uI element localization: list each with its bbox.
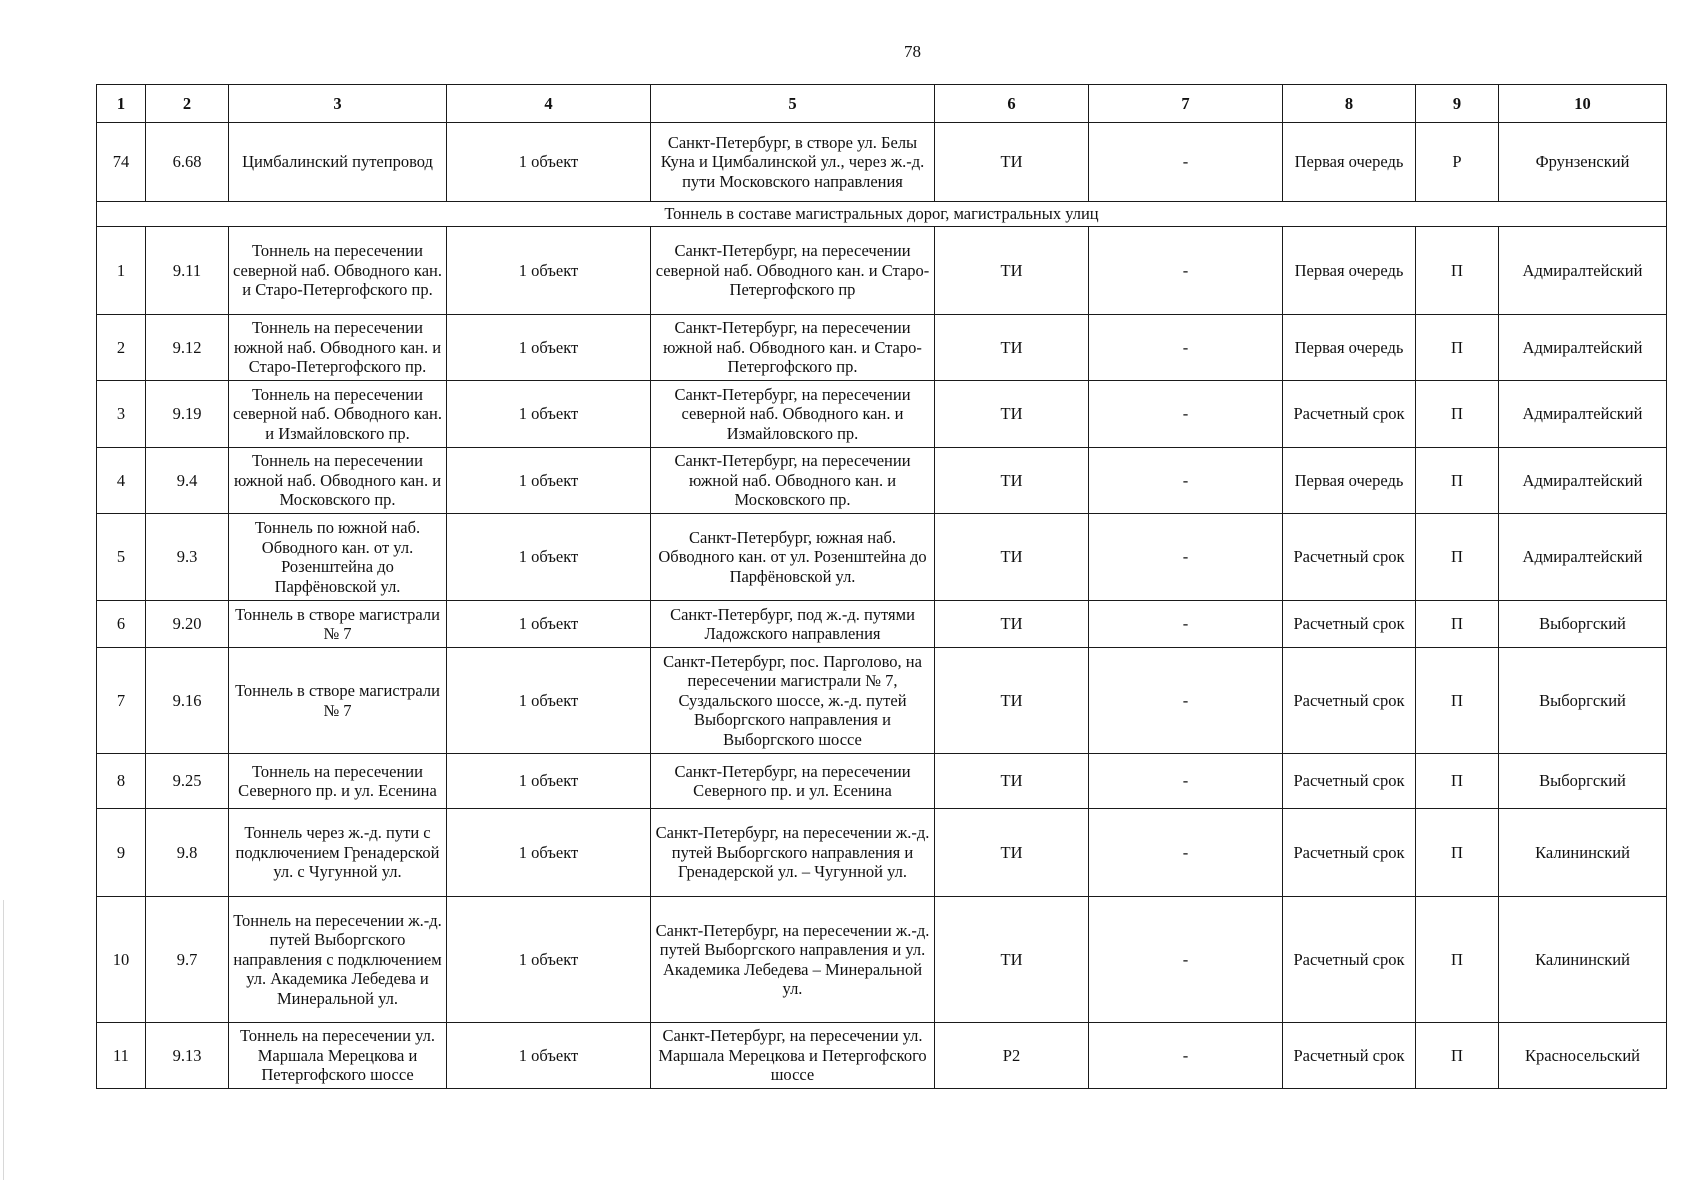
object-district: Выборгский (1499, 601, 1667, 648)
column-7-value: - (1089, 381, 1283, 448)
object-district: Калининский (1499, 897, 1667, 1023)
header-cell: 4 (447, 85, 651, 123)
object-code: 9.12 (146, 315, 229, 381)
object-location: Санкт-Петербург, на пересечении северной наб. Обводного кан. и Старо-Петергофского пр (651, 227, 935, 315)
row-number: 9 (97, 809, 146, 897)
object-type: ТИ (935, 315, 1089, 381)
object-type: ТИ (935, 648, 1089, 754)
header-cell: 8 (1283, 85, 1416, 123)
table-row (97, 897, 1667, 1023)
object-type: ТИ (935, 514, 1089, 601)
object-location: Санкт-Петербург, в створе ул. Белы Куна и Цимбалинской ул., через ж.-д. пути Московского направления (651, 123, 935, 202)
object-stage: Расчетный срок (1283, 754, 1416, 809)
header-cell: 10 (1499, 85, 1667, 123)
object-name: Тоннель в створе магистрали № 7 (229, 601, 447, 648)
object-location: Санкт-Петербург, южная наб. Обводного кан. от ул. Розенштейна до Парфёновской ул. (651, 514, 935, 601)
table-row (97, 809, 1667, 897)
object-stage: Расчетный срок (1283, 1023, 1416, 1089)
object-type: ТИ (935, 601, 1089, 648)
header-cell: 6 (935, 85, 1089, 123)
object-code: 9.20 (146, 601, 229, 648)
object-status: П (1416, 227, 1499, 315)
object-quantity: 1 объект (447, 1023, 651, 1089)
object-type: ТИ (935, 809, 1089, 897)
object-name: Тоннель на пересечении южной наб. Обводного кан. и Старо-Петергофского пр. (229, 315, 447, 381)
object-type: Р2 (935, 1023, 1089, 1089)
object-district: Красносельский (1499, 1023, 1667, 1089)
object-status: П (1416, 601, 1499, 648)
object-stage: Первая очередь (1283, 123, 1416, 202)
column-7-value: - (1089, 809, 1283, 897)
table-row (97, 381, 1667, 448)
object-code: 9.3 (146, 514, 229, 601)
object-name: Тоннель на пересечении северной наб. Обводного кан. и Измайловского пр. (229, 381, 447, 448)
object-name: Тоннель по южной наб. Обводного кан. от ул. Розенштейна до Парфёновской ул. (229, 514, 447, 601)
object-code: 9.4 (146, 448, 229, 514)
object-stage: Расчетный срок (1283, 601, 1416, 648)
object-type: ТИ (935, 897, 1089, 1023)
object-status: П (1416, 315, 1499, 381)
table-row (97, 123, 1667, 202)
row-number: 8 (97, 754, 146, 809)
object-location: Санкт-Петербург, на пересечении Северного пр. и ул. Есенина (651, 754, 935, 809)
column-7-value: - (1089, 315, 1283, 381)
section-header-row (97, 202, 1667, 227)
column-7-value: - (1089, 1023, 1283, 1089)
header-cell: 2 (146, 85, 229, 123)
row-number: 1 (97, 227, 146, 315)
column-7-value: - (1089, 648, 1283, 754)
object-name: Цимбалинский путепровод (229, 123, 447, 202)
header-cell: 3 (229, 85, 447, 123)
object-status: П (1416, 648, 1499, 754)
object-quantity: 1 объект (447, 123, 651, 202)
object-quantity: 1 объект (447, 809, 651, 897)
object-code: 9.8 (146, 809, 229, 897)
object-district: Адмиралтейский (1499, 514, 1667, 601)
object-district: Калининский (1499, 809, 1667, 897)
column-7-value: - (1089, 897, 1283, 1023)
column-7-value: - (1089, 514, 1283, 601)
object-status: П (1416, 809, 1499, 897)
object-code: 6.68 (146, 123, 229, 202)
scan-edge-line (3, 900, 4, 1180)
table-row (97, 1023, 1667, 1089)
object-quantity: 1 объект (447, 897, 651, 1023)
object-district: Фрунзенский (1499, 123, 1667, 202)
row-number: 3 (97, 381, 146, 448)
header-cell: 1 (97, 85, 146, 123)
object-quantity: 1 объект (447, 381, 651, 448)
object-location: Санкт-Петербург, на пересечении южной наб. Обводного кан. и Московского пр. (651, 448, 935, 514)
object-stage: Первая очередь (1283, 315, 1416, 381)
row-number: 11 (97, 1023, 146, 1089)
object-name: Тоннель в створе магистрали № 7 (229, 648, 447, 754)
column-7-value: - (1089, 754, 1283, 809)
column-7-value: - (1089, 601, 1283, 648)
object-quantity: 1 объект (447, 514, 651, 601)
column-7-value: - (1089, 123, 1283, 202)
object-type: ТИ (935, 123, 1089, 202)
object-code: 9.7 (146, 897, 229, 1023)
object-name: Тоннель на пересечении северной наб. Обводного кан. и Старо-Петергофского пр. (229, 227, 447, 315)
object-stage: Расчетный срок (1283, 897, 1416, 1023)
table-row (97, 227, 1667, 315)
object-district: Адмиралтейский (1499, 315, 1667, 381)
object-district: Адмиралтейский (1499, 381, 1667, 448)
row-number: 2 (97, 315, 146, 381)
object-stage: Расчетный срок (1283, 514, 1416, 601)
object-location: Санкт-Петербург, на пересечении ж.-д. путей Выборгского направления и Гренадерской ул. – Чугунной ул. (651, 809, 935, 897)
object-location: Санкт-Петербург, на пересечении северной наб. Обводного кан. и Измайловского пр. (651, 381, 935, 448)
object-code: 9.25 (146, 754, 229, 809)
object-location: Санкт-Петербург, на пересечении ж.-д. путей Выборгского направления и ул. Академика Лебедева – Минеральной ул. (651, 897, 935, 1023)
row-number: 10 (97, 897, 146, 1023)
object-district: Адмиралтейский (1499, 448, 1667, 514)
table-row (97, 754, 1667, 809)
object-district: Выборгский (1499, 648, 1667, 754)
table-header-row (97, 85, 1667, 123)
object-quantity: 1 объект (447, 315, 651, 381)
object-location: Санкт-Петербург, под ж.-д. путями Ладожского направления (651, 601, 935, 648)
table-row (97, 648, 1667, 754)
row-number: 4 (97, 448, 146, 514)
object-type: ТИ (935, 754, 1089, 809)
header-cell: 7 (1089, 85, 1283, 123)
header-cell: 5 (651, 85, 935, 123)
object-status: П (1416, 514, 1499, 601)
object-district: Выборгский (1499, 754, 1667, 809)
objects-table (96, 84, 1667, 1089)
row-number: 5 (97, 514, 146, 601)
object-quantity: 1 объект (447, 648, 651, 754)
object-status: П (1416, 754, 1499, 809)
table-row (97, 448, 1667, 514)
object-location: Санкт-Петербург, на пересечении южной наб. Обводного кан. и Старо-Петергофского пр. (651, 315, 935, 381)
object-name: Тоннель на пересечении Северного пр. и ул. Есенина (229, 754, 447, 809)
table-row (97, 315, 1667, 381)
column-7-value: - (1089, 448, 1283, 514)
row-number: 6 (97, 601, 146, 648)
object-type: ТИ (935, 381, 1089, 448)
object-location: Санкт-Петербург, пос. Парголово, на пересечении магистрали № 7, Суздальского шоссе, ж.-д. путей Выборгского направления и Выборгского шоссе (651, 648, 935, 754)
object-district: Адмиралтейский (1499, 227, 1667, 315)
object-name: Тоннель на пересечении ул. Маршала Мерецкова и Петергофского шоссе (229, 1023, 447, 1089)
object-code: 9.16 (146, 648, 229, 754)
object-quantity: 1 объект (447, 601, 651, 648)
object-status: П (1416, 897, 1499, 1023)
row-number: 74 (97, 123, 146, 202)
object-quantity: 1 объект (447, 227, 651, 315)
object-status: П (1416, 381, 1499, 448)
object-location: Санкт-Петербург, на пересечении ул. Маршала Мерецкова и Петергофского шоссе (651, 1023, 935, 1089)
object-type: ТИ (935, 227, 1089, 315)
object-stage: Расчетный срок (1283, 809, 1416, 897)
object-status: П (1416, 448, 1499, 514)
object-stage: Первая очередь (1283, 448, 1416, 514)
column-7-value: - (1089, 227, 1283, 315)
header-cell: 9 (1416, 85, 1499, 123)
object-code: 9.13 (146, 1023, 229, 1089)
object-status: П (1416, 1023, 1499, 1089)
section-title: Тоннель в составе магистральных дорог, магистральных улиц (97, 202, 1667, 227)
table-row (97, 601, 1667, 648)
object-quantity: 1 объект (447, 754, 651, 809)
object-name: Тоннель на пересечении южной наб. Обводного кан. и Московского пр. (229, 448, 447, 514)
object-name: Тоннель через ж.-д. пути с подключением Гренадерской ул. с Чугунной ул. (229, 809, 447, 897)
object-stage: Расчетный срок (1283, 648, 1416, 754)
object-stage: Первая очередь (1283, 227, 1416, 315)
object-quantity: 1 объект (447, 448, 651, 514)
object-code: 9.11 (146, 227, 229, 315)
object-code: 9.19 (146, 381, 229, 448)
table-row (97, 514, 1667, 601)
row-number: 7 (97, 648, 146, 754)
page-number: 78 (904, 42, 921, 61)
object-type: ТИ (935, 448, 1089, 514)
object-status: Р (1416, 123, 1499, 202)
object-stage: Расчетный срок (1283, 381, 1416, 448)
object-name: Тоннель на пересечении ж.-д. путей Выборгского направления с подключением ул. Академика Лебедева и Минеральной ул. (229, 897, 447, 1023)
